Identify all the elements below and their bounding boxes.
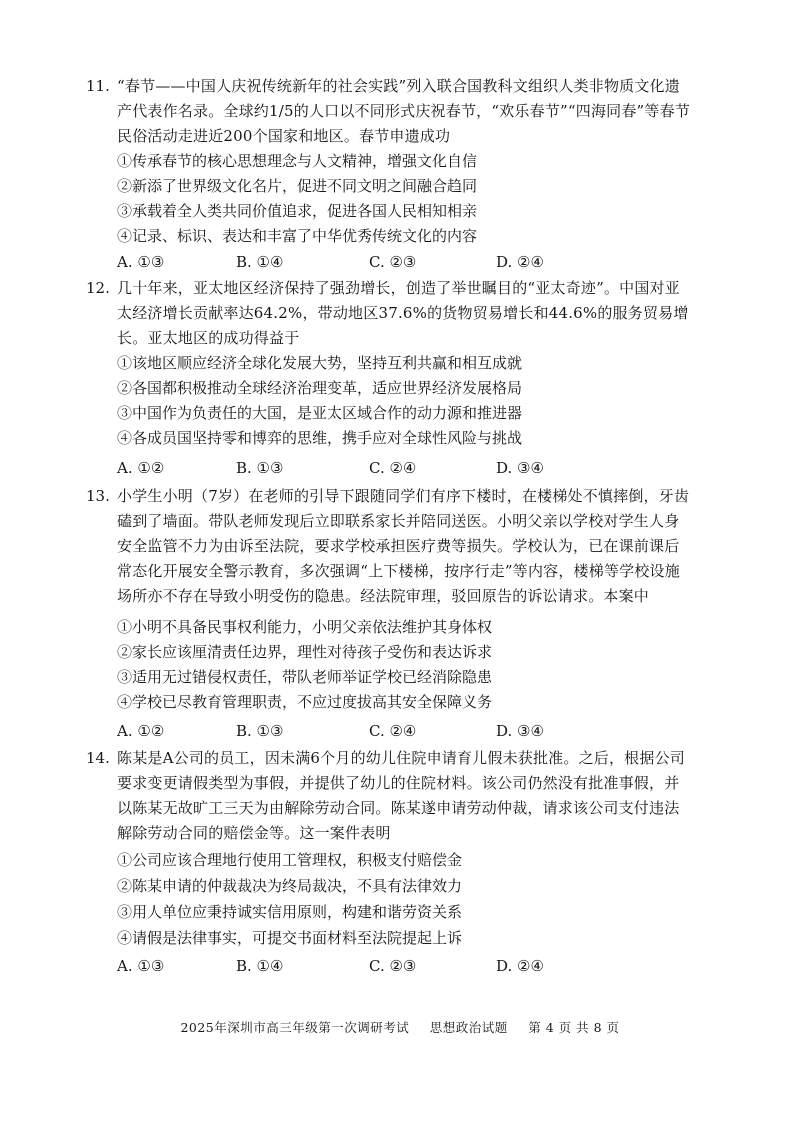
option-b: B. ①④: [236, 253, 284, 271]
statement-3: ③用人单位应秉持诚实信用原则，构建和谐劳资关系: [117, 903, 463, 921]
statement-3: ③适用无过错侵权责任，带队老师举证学校已经消除隐患: [117, 668, 493, 686]
option-c: C. ②③: [369, 253, 417, 271]
statement-3: ③中国作为负责任的大国，是亚太区域合作的动力源和推进器: [117, 404, 523, 422]
exam-title: 2025年深圳市高三年级第一次调研考试: [180, 1020, 410, 1035]
statement-1: ①公司应该合理地行使用工管理权，积极支付赔偿金: [117, 851, 463, 869]
question-number: 12.: [86, 279, 110, 297]
question-number: 14.: [86, 749, 110, 767]
option-c: C. ②③: [369, 957, 417, 975]
statement-4: ④各成员国坚持零和博弈的思维，携手应对全球性风险与挑战: [117, 429, 523, 447]
option-d: D. ③④: [496, 459, 544, 477]
page-footer: [0, 1018, 800, 1036]
question-stem: 几十年来，亚太地区经济保持了强劲增长，创造了举世瞩目的“亚太奇迹”。中国对亚太经济增长贡献率达64.2%，带动地区37.6%的货物贸易增长和44.6%的服务贸易增长。亚太地区的成功得益于: [117, 279, 689, 347]
statement-1: ①小明不具备民事权利能力，小明父亲依法维护其身体权: [117, 618, 493, 636]
question-stem: “春节——中国人庆祝传统新年的社会实践”列入联合国教科文组织人类非物质文化遗产代表作名录。全球约1/5的人口以不同形式庆祝春节，“欢乐春节”“四海同春”等春节民俗活动走进近200个国家和地区。春节申遗成功: [117, 77, 691, 145]
question-stem: 小学生小明（7岁）在老师的引导下跟随同学们有序下楼时，在楼梯处不慎摔倒，牙齿磕到了墙面。带队老师发现后立即联系家长并陪同送医。小明父亲以学校对学生人身安全监管不力为由诉至法院，要求学校承担医疗费等损失。学校认为，已在课前课后常态化开展安全警示教育，多次强调“上下楼梯，按序行走”等内容，楼梯等学校设施场所亦不存在导致小明受伤的隐患。经法院审理，驳回原告的诉讼请求。本案中: [117, 487, 690, 605]
subject-name: 思想政治试题: [429, 1020, 508, 1035]
option-c: C. ②④: [369, 459, 417, 477]
option-b: B. ①③: [236, 459, 284, 477]
statement-2: ②新添了世界级文化名片，促进不同文明之间融合趋同: [117, 177, 478, 195]
page-number: 第 4 页 共 8 页: [528, 1020, 620, 1035]
statement-2: ②各国都积极推动全球经济治理变革，适应世界经济发展格局: [117, 379, 523, 397]
statement-4: ④记录、标识、表达和丰富了中华优秀传统文化的内容: [117, 227, 478, 245]
option-a: A. ①③: [117, 957, 165, 975]
statement-4: ④请假是法律事实，可提交书面材料至法院提起上诉: [117, 929, 463, 947]
option-d: D. ②④: [496, 253, 544, 271]
statement-1: ①该地区顺应经济全球化发展大势，坚持互利共赢和相互成就: [117, 354, 523, 372]
question-number: 11.: [86, 77, 110, 95]
statement-2: ②家长应该厘清责任边界，理性对待孩子受伤和表达诉求: [117, 643, 493, 661]
option-c: C. ②④: [369, 722, 417, 740]
statement-4: ④学校已尽教育管理职责，不应过度拔高其安全保障义务: [117, 693, 493, 711]
option-a: A. ①②: [117, 722, 165, 740]
statement-2: ②陈某申请的仲裁裁决为终局裁决，不具有法律效力: [117, 877, 463, 895]
statement-3: ③承载着全人类共同价值追求，促进各国人民相知相亲: [117, 202, 478, 220]
question-stem: 陈某是A公司的员工，因未满6个月的幼儿住院申请育儿假未获批准。之后，根据公司要求变更请假类型为事假，并提供了幼儿的住院材料。该公司仍然没有批准事假，并以陈某无故旷工三天为由解除劳动合同。陈某遂申请劳动仲裁，请求该公司支付违法解除劳动合同的赔偿金等。这一案件表明: [117, 749, 685, 842]
option-d: D. ③④: [496, 722, 544, 740]
question-number: 13.: [86, 487, 110, 505]
option-d: D. ②④: [496, 957, 544, 975]
statement-1: ①传承春节的核心思想理念与人文精神，增强文化自信: [117, 152, 478, 170]
option-a: A. ①③: [117, 253, 165, 271]
option-a: A. ①②: [117, 459, 165, 477]
option-b: B. ①③: [236, 722, 284, 740]
option-b: B. ①④: [236, 957, 284, 975]
